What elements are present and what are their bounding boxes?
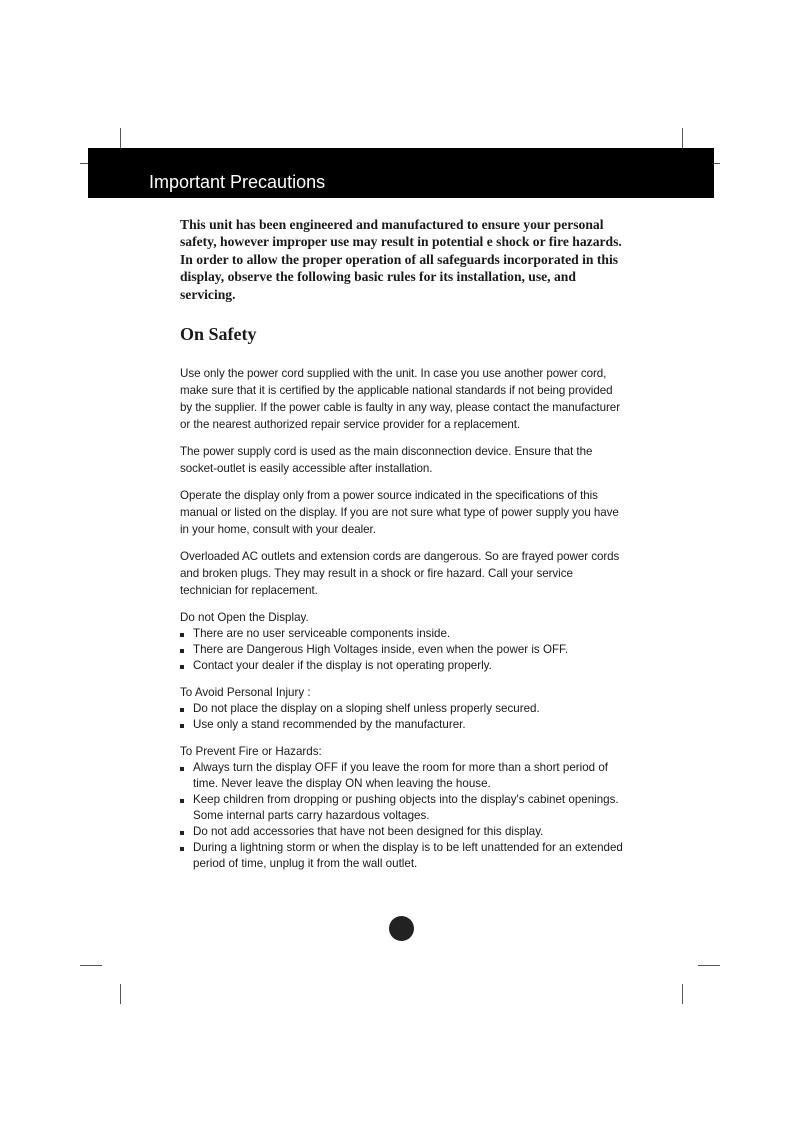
bullet-icon xyxy=(180,767,184,771)
bullet-icon xyxy=(180,799,184,803)
list-item-text: Contact your dealer if the display is not operating properly. xyxy=(193,659,492,673)
list-item xyxy=(180,717,624,733)
main-content xyxy=(180,216,624,882)
bullet-icon xyxy=(180,665,184,669)
list-heading-fire-hazards: To Prevent Fire or Hazards: xyxy=(180,745,322,759)
crop-mark-bottom-left xyxy=(120,984,121,1004)
bullet-icon xyxy=(180,708,184,712)
page-marker-dot xyxy=(389,916,414,941)
list-item xyxy=(180,642,624,658)
crop-mark-bottom-right xyxy=(682,984,683,1004)
crop-mark-left-lower xyxy=(80,965,102,966)
list-item xyxy=(180,760,624,792)
bullet-icon xyxy=(180,633,184,637)
section-heading: On Safety xyxy=(180,324,257,345)
list-item-text: During a lightning storm or when the display is to be left unattended for an extended period of time, unplug it from the wall outlet. xyxy=(193,841,623,871)
bullet-icon xyxy=(180,649,184,653)
crop-mark-top-left xyxy=(120,128,121,148)
list-item xyxy=(180,658,624,674)
crop-mark-top-right xyxy=(682,128,683,148)
paragraph-power-source: Operate the display only from a power source indicated in the specifications of this manual or listed on the display. If you are not sure what type of power supply you have in your home, consult with your dealer. xyxy=(180,489,619,537)
crop-mark-right-lower xyxy=(698,965,720,966)
list-item-text: Use only a stand recommended by the manufacturer. xyxy=(193,718,466,732)
list-heading-personal-injury: To Avoid Personal Injury : xyxy=(180,686,311,700)
list-do-not-open xyxy=(180,626,624,674)
bullet-icon xyxy=(180,724,184,728)
bullet-icon xyxy=(180,847,184,851)
list-item-text: There are no user serviceable components inside. xyxy=(193,627,451,641)
list-personal-injury xyxy=(180,701,624,733)
list-item-text: There are Dangerous High Voltages inside, even when the power is OFF. xyxy=(193,643,569,657)
bullet-icon xyxy=(180,831,184,835)
list-item-text: Do not add accessories that have not been designed for this display. xyxy=(193,825,544,839)
list-item xyxy=(180,792,624,824)
paragraph-disconnect-device: The power supply cord is used as the main disconnection device. Ensure that the socket-outlet is easily accessible after installation. xyxy=(180,445,593,476)
list-item xyxy=(180,701,624,717)
list-item xyxy=(180,840,624,872)
list-item xyxy=(180,824,624,840)
paragraph-overloaded-outlets: Overloaded AC outlets and extension cords are dangerous. So are frayed power cords and broken plugs. They may result in a shock or fire hazard. Call your service technician for replacement. xyxy=(180,550,620,598)
page-title: Important Precautions xyxy=(149,172,326,192)
list-item-text: Do not place the display on a sloping shelf unless properly secured. xyxy=(193,702,540,716)
list-item-text: Keep children from dropping or pushing objects into the display's cabinet openings. Some internal parts carry hazardous voltages. xyxy=(193,793,619,823)
intro-paragraph: This unit has been engineered and manufactured to ensure your personal safety, however improper use may result in potential e shock or fire hazards. In order to allow the proper operation of all safeguards incorporated in this display, observe the following basic rules for its installation, use, and servicing. xyxy=(180,217,622,302)
list-item-text: Always turn the display OFF if you leave the room for more than a short period of time. Never leave the display ON when leaving the house. xyxy=(193,761,608,791)
list-item xyxy=(180,626,624,642)
list-fire-hazards xyxy=(180,760,624,872)
paragraph-power-cord: Use only the power cord supplied with the unit. In case you use another power cord, make sure that it is certified by the applicable national standards if not being provided by the supplier. If the power cable is faulty in any way, please contact the manufacturer or the nearest authorized repair service provider for a replacement. xyxy=(180,367,621,432)
header-bar xyxy=(88,148,714,198)
list-heading-do-not-open: Do not Open the Display. xyxy=(180,611,309,625)
